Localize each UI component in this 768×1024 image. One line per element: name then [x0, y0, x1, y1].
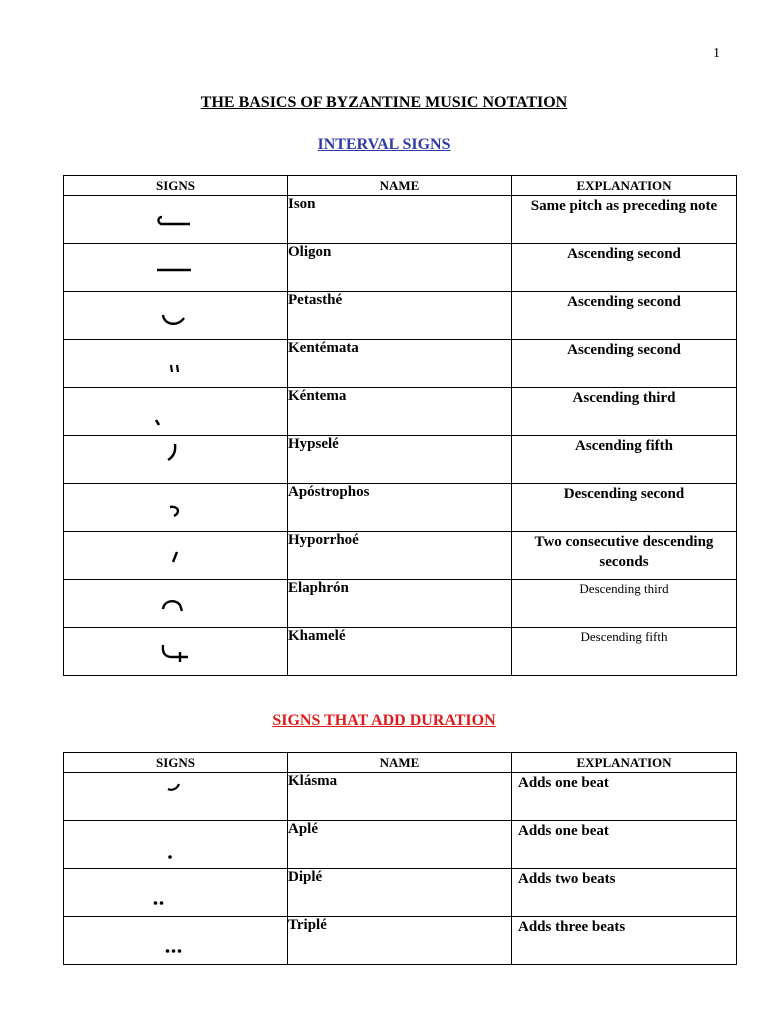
document-title: [0, 94, 768, 112]
table-row: [64, 821, 737, 869]
table-row: [64, 340, 737, 388]
apostrophos-sign-icon: [168, 504, 184, 518]
klasma-sign-icon: [166, 781, 182, 793]
header-signs: SIGNS: [64, 176, 288, 196]
table-row: [64, 196, 737, 244]
table-row: [64, 244, 737, 292]
sign-explanation: Adds one beat: [512, 773, 737, 821]
interval-signs-table: [63, 175, 737, 676]
triple-sign-icon: [164, 947, 184, 955]
kentema-sign-icon: [154, 418, 164, 428]
ison-sign-icon: [156, 212, 192, 228]
duration-section-title: [0, 712, 768, 730]
table-row: [64, 388, 737, 436]
elaphron-sign-icon: [160, 598, 186, 614]
hyporrhoe-sign-icon: [170, 550, 180, 564]
sign-name: Elaphrón: [288, 580, 512, 628]
interval-section-title-text: INTERVAL SIGNS: [317, 136, 451, 153]
table-row: [64, 917, 737, 965]
sign-explanation: Descending third: [512, 580, 737, 628]
table-row: [64, 628, 737, 676]
sign-cell: [64, 580, 288, 628]
sign-explanation: Two consecutive descending seconds: [512, 532, 737, 580]
sign-explanation: Ascending second: [512, 244, 737, 292]
header-explanation: EXPLANATION: [512, 176, 737, 196]
table-row: [64, 869, 737, 917]
sign-cell: [64, 340, 288, 388]
aple-sign-icon: [166, 853, 174, 861]
sign-explanation: Adds three beats: [512, 917, 737, 965]
sign-cell: [64, 917, 288, 965]
sign-name: Ison: [288, 196, 512, 244]
sign-cell: [64, 436, 288, 484]
sign-name: Klásma: [288, 773, 512, 821]
sign-explanation: Ascending second: [512, 340, 737, 388]
sign-explanation: Ascending second: [512, 292, 737, 340]
header-name: NAME: [288, 753, 512, 773]
page-number: 1: [713, 46, 720, 61]
sign-name: Aplé: [288, 821, 512, 869]
table-row: [64, 484, 737, 532]
table-row: [64, 292, 737, 340]
sign-explanation: Adds two beats: [512, 869, 737, 917]
duration-section-title-text: SIGNS THAT ADD DURATION: [272, 712, 496, 729]
sign-name: Hyporrhoé: [288, 532, 512, 580]
sign-explanation: Same pitch as preceding note: [512, 196, 737, 244]
sign-cell: [64, 869, 288, 917]
petasthe-sign-icon: [160, 312, 188, 328]
table-header-row: [64, 753, 737, 773]
table-row: [64, 532, 737, 580]
sign-name: Kentémata: [288, 340, 512, 388]
duration-signs-table: [63, 752, 737, 965]
sign-cell: [64, 196, 288, 244]
sign-explanation: Adds one beat: [512, 821, 737, 869]
sign-cell: [64, 628, 288, 676]
sign-cell: [64, 773, 288, 821]
interval-section-title: [0, 136, 768, 154]
sign-name: Triplé: [288, 917, 512, 965]
table-row: [64, 436, 737, 484]
table-header-row: [64, 176, 737, 196]
oligon-sign-icon: [156, 266, 192, 274]
hypsele-sign-icon: [166, 442, 180, 462]
sign-cell: [64, 532, 288, 580]
sign-name: Khamelé: [288, 628, 512, 676]
table-row: [64, 773, 737, 821]
sign-cell: [64, 244, 288, 292]
header-explanation: EXPLANATION: [512, 753, 737, 773]
sign-name: Kéntema: [288, 388, 512, 436]
sign-name: Diplé: [288, 869, 512, 917]
sign-name: Hypselé: [288, 436, 512, 484]
diple-sign-icon: [152, 899, 166, 907]
sign-cell: [64, 484, 288, 532]
sign-explanation: Ascending fifth: [512, 436, 737, 484]
sign-name: Apóstrophos: [288, 484, 512, 532]
header-name: NAME: [288, 176, 512, 196]
sign-name: Petasthé: [288, 292, 512, 340]
sign-cell: [64, 388, 288, 436]
kentemata-sign-icon: [168, 364, 182, 374]
sign-name: Oligon: [288, 244, 512, 292]
document-title-text: THE BASICS OF BYZANTINE MUSIC NOTATION: [200, 94, 568, 111]
sign-explanation: Descending fifth: [512, 628, 737, 676]
header-signs: SIGNS: [64, 753, 288, 773]
sign-cell: [64, 821, 288, 869]
sign-explanation: Ascending third: [512, 388, 737, 436]
khamele-sign-icon: [160, 642, 190, 664]
sign-explanation: Descending second: [512, 484, 737, 532]
table-row: [64, 580, 737, 628]
sign-cell: [64, 292, 288, 340]
